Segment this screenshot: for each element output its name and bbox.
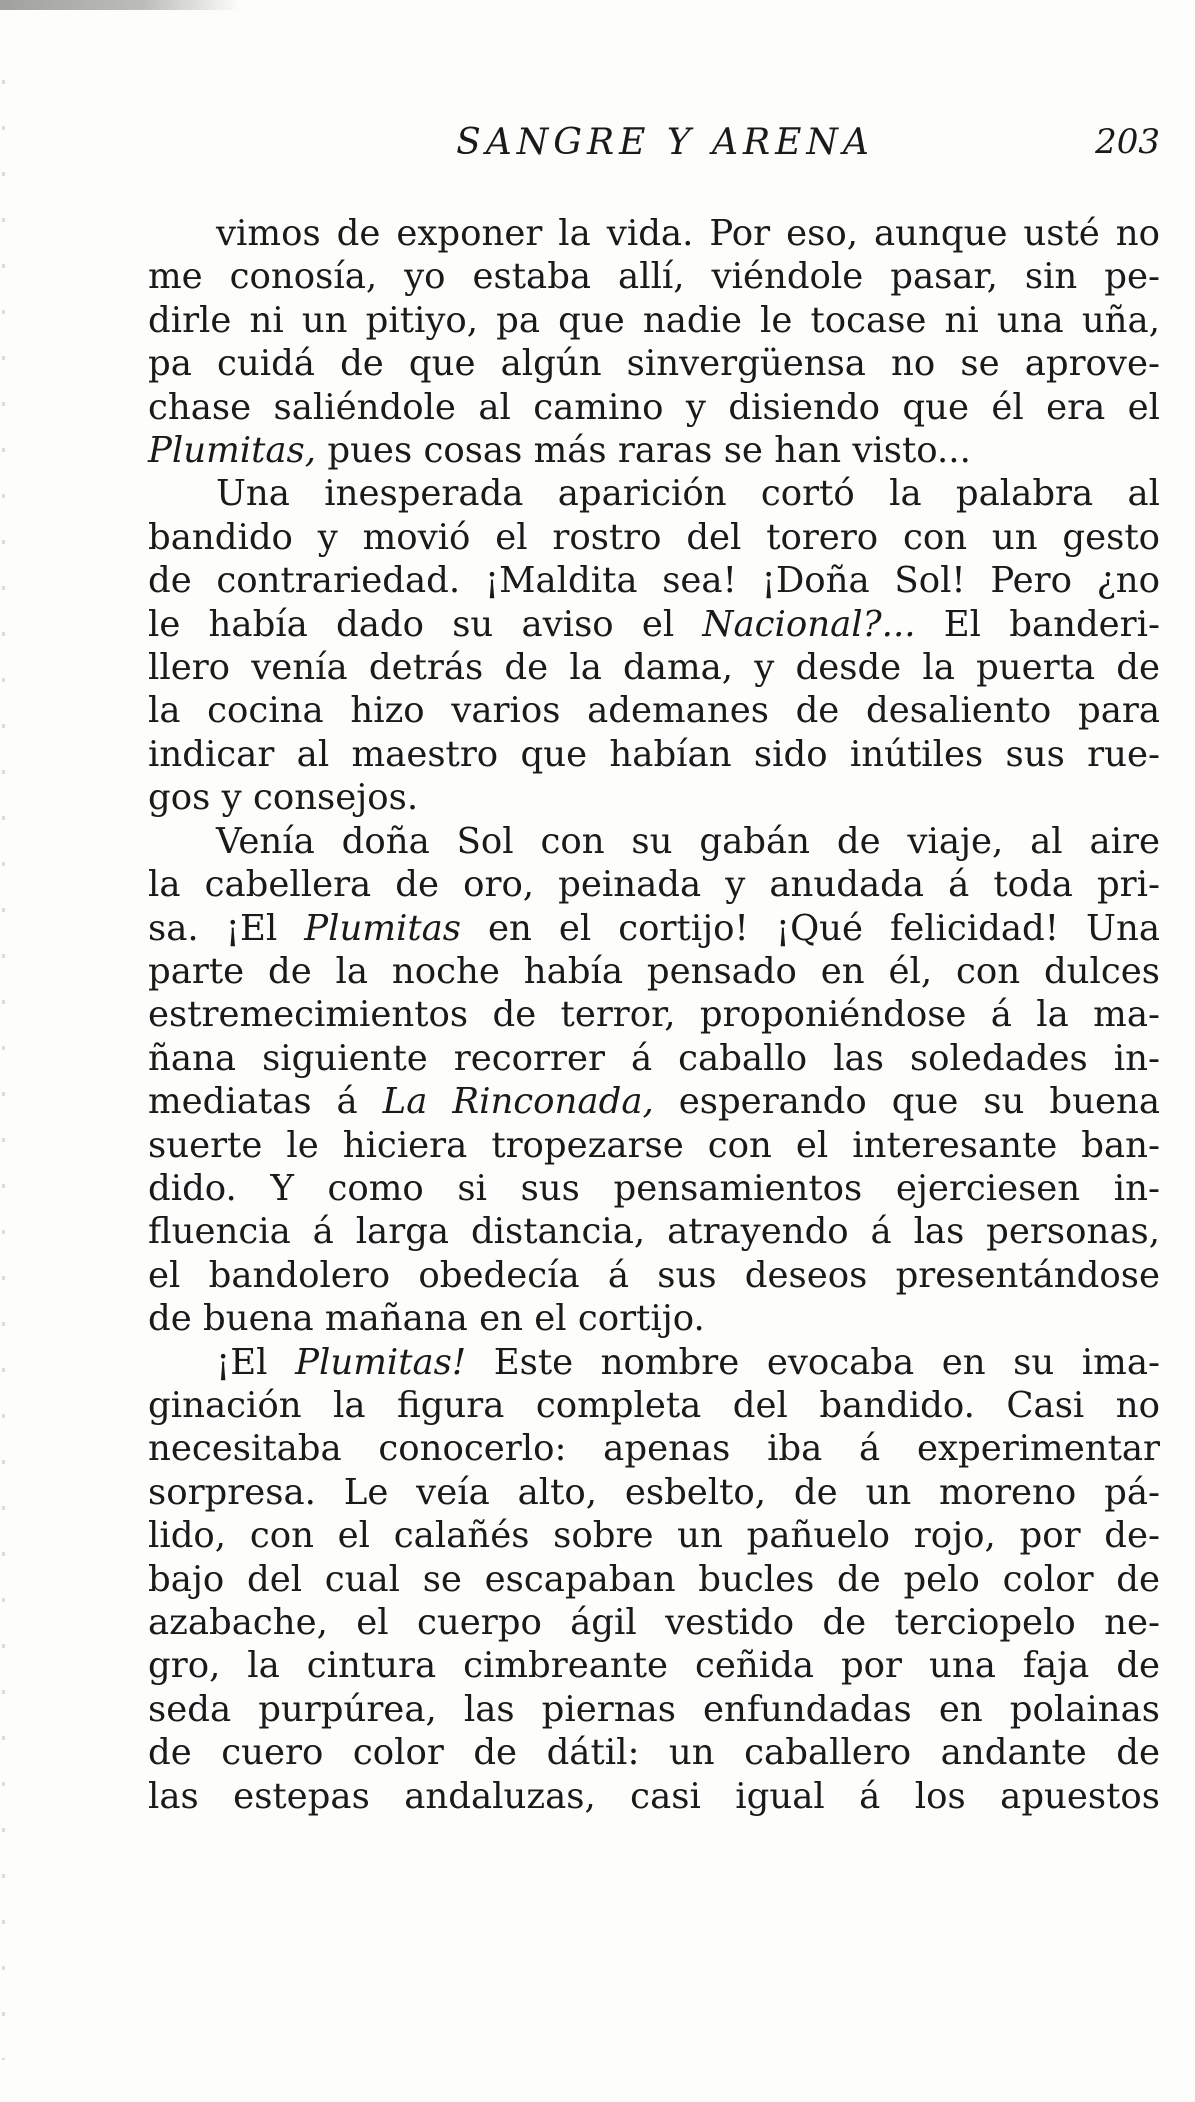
text-line [148,255,1160,298]
text-run: gos y consejos. [148,777,419,819]
scan-edge-left [2,80,5,2060]
text-run: de cuero color de dátil: un caballero andante de [148,1732,1160,1774]
paragraph [148,212,1160,472]
paragraph [148,1341,1160,1818]
italic-run: Plumitas, [148,430,317,472]
text-run: suerte le hiciera tropezarse con el interesante ban- [148,1124,1160,1166]
text-run: Una inesperada aparición cortó la palabra al [216,473,1160,515]
text-run: gro, la cintura cimbreante ceñida por una faja de [148,1645,1160,1687]
text-line [148,1210,1160,1253]
text-run: en el cortijo! ¡Qué felicidad! Una [461,907,1160,949]
text-line [148,342,1160,385]
text-run: bajo del cual se escapaban bucles de pelo color de [148,1558,1160,1600]
text-run: vimos de exponer la vida. Por eso, aunque usté no [216,213,1160,254]
text-line [148,1037,1160,1080]
text-line [148,1297,1160,1340]
text-run: de buena mañana en el cortijo. [148,1298,705,1340]
text-line [148,386,1160,429]
text-run: bandido y movió el rostro del torero con un gesto [148,516,1160,558]
text-run: parte de la noche había pensado en él, con dulces [148,950,1160,992]
scan-edge-top [0,0,240,10]
text-line [148,689,1160,732]
text-line [148,1688,1160,1731]
text-run: dirle ni un pitiyo, pa que nadie le tocase ni una uña, [148,299,1160,341]
text-run: ginación la figura completa del bandido. Casi no [148,1384,1160,1426]
text-line [148,907,1160,950]
text-run: ¡El [216,1341,296,1383]
text-line [148,776,1160,819]
text-line [148,472,1160,515]
text-line [148,1731,1160,1774]
text-line [148,212,1160,255]
text-line [148,1471,1160,1514]
text-run: me conosía, yo estaba allí, viéndole pasar, sin pe- [148,256,1160,298]
text-line [148,1124,1160,1167]
page-number: 203 [1095,122,1160,162]
text-run: la cocina hizo varios ademanes de desaliento para [148,690,1160,732]
text-run: necesitaba conocerlo: apenas iba á experimentar [148,1428,1160,1470]
text-line [148,429,1160,472]
paragraph [148,472,1160,819]
text-run: El banderi- [915,603,1160,645]
text-run: seda purpúrea, las piernas enfundadas en polainas [148,1688,1160,1730]
body-text [148,212,1160,1818]
text-line [148,1080,1160,1123]
running-title: SANGRE Y ARENA [456,122,874,163]
text-line [148,733,1160,776]
text-run: Venía doña Sol con su gabán de viaje, al aire [216,820,1160,862]
text-line [148,1254,1160,1297]
text-line [148,1167,1160,1210]
text-run: estremecimientos de terror, proponiéndose á la ma- [148,994,1160,1036]
text-line [148,1558,1160,1601]
italic-run: La Rinconada, [382,1081,654,1123]
text-line [148,646,1160,689]
text-run: esperando que su buena [653,1081,1160,1123]
text-line [148,950,1160,993]
text-run: sorpresa. Le veía alto, esbelto, de un moreno pá- [148,1471,1160,1513]
text-run: Este nombre evocaba en su ima- [466,1341,1160,1383]
text-run: lido, con el calañés sobre un pañuelo rojo, por de- [148,1515,1160,1557]
text-line [148,1514,1160,1557]
italic-run: Plumitas [304,907,462,949]
text-line [148,863,1160,906]
text-run: la cabellera de oro, peinada y anudada á toda pri- [148,864,1160,906]
italic-run: Plumitas! [295,1341,467,1383]
text-run: azabache, el cuerpo ágil vestido de terciopelo ne- [148,1602,1160,1643]
paragraph [148,820,1160,1341]
text-line [148,1427,1160,1470]
text-line [148,559,1160,602]
text-run: dido. Y como si sus pensamientos ejerciesen in- [148,1167,1160,1209]
text-line [148,516,1160,559]
text-line [148,993,1160,1036]
text-line [148,1601,1160,1644]
text-line [148,1644,1160,1687]
text-run: mediatas á [148,1081,383,1123]
text-line [148,1384,1160,1427]
text-line [148,1341,1160,1384]
text-run: pa cuidá de que algún sinvergüensa no se aprove- [148,343,1160,385]
text-line [148,1775,1160,1818]
text-run: llero venía detrás de la dama, y desde la puerta de [148,647,1160,689]
text-line [148,603,1160,646]
text-run: de contrariedad. ¡Maldita sea! ¡Doña Sol! Pero ¿no [148,560,1160,602]
text-run: chase saliéndole al camino y disiendo que él era el [148,386,1160,428]
text-run: pues cosas más raras se han visto... [316,430,971,472]
text-run: indicar al maestro que habían sido inútiles sus rue- [148,733,1160,775]
italic-run: Nacional?... [702,603,916,645]
text-run: le había dado su aviso el [148,603,703,645]
text-run: ñana siguiente recorrer á caballo las soledades in- [148,1037,1160,1079]
page-header [150,122,1160,182]
text-line [148,299,1160,342]
text-run: las estepas andaluzas, casi igual á los apuestos [148,1775,1160,1817]
text-run: fluencia á larga distancia, atrayendo á las personas, [148,1211,1160,1253]
text-run: el bandolero obedecía á sus deseos presentándose [148,1254,1160,1296]
text-line [148,820,1160,863]
text-run: sa. ¡El [148,907,305,949]
